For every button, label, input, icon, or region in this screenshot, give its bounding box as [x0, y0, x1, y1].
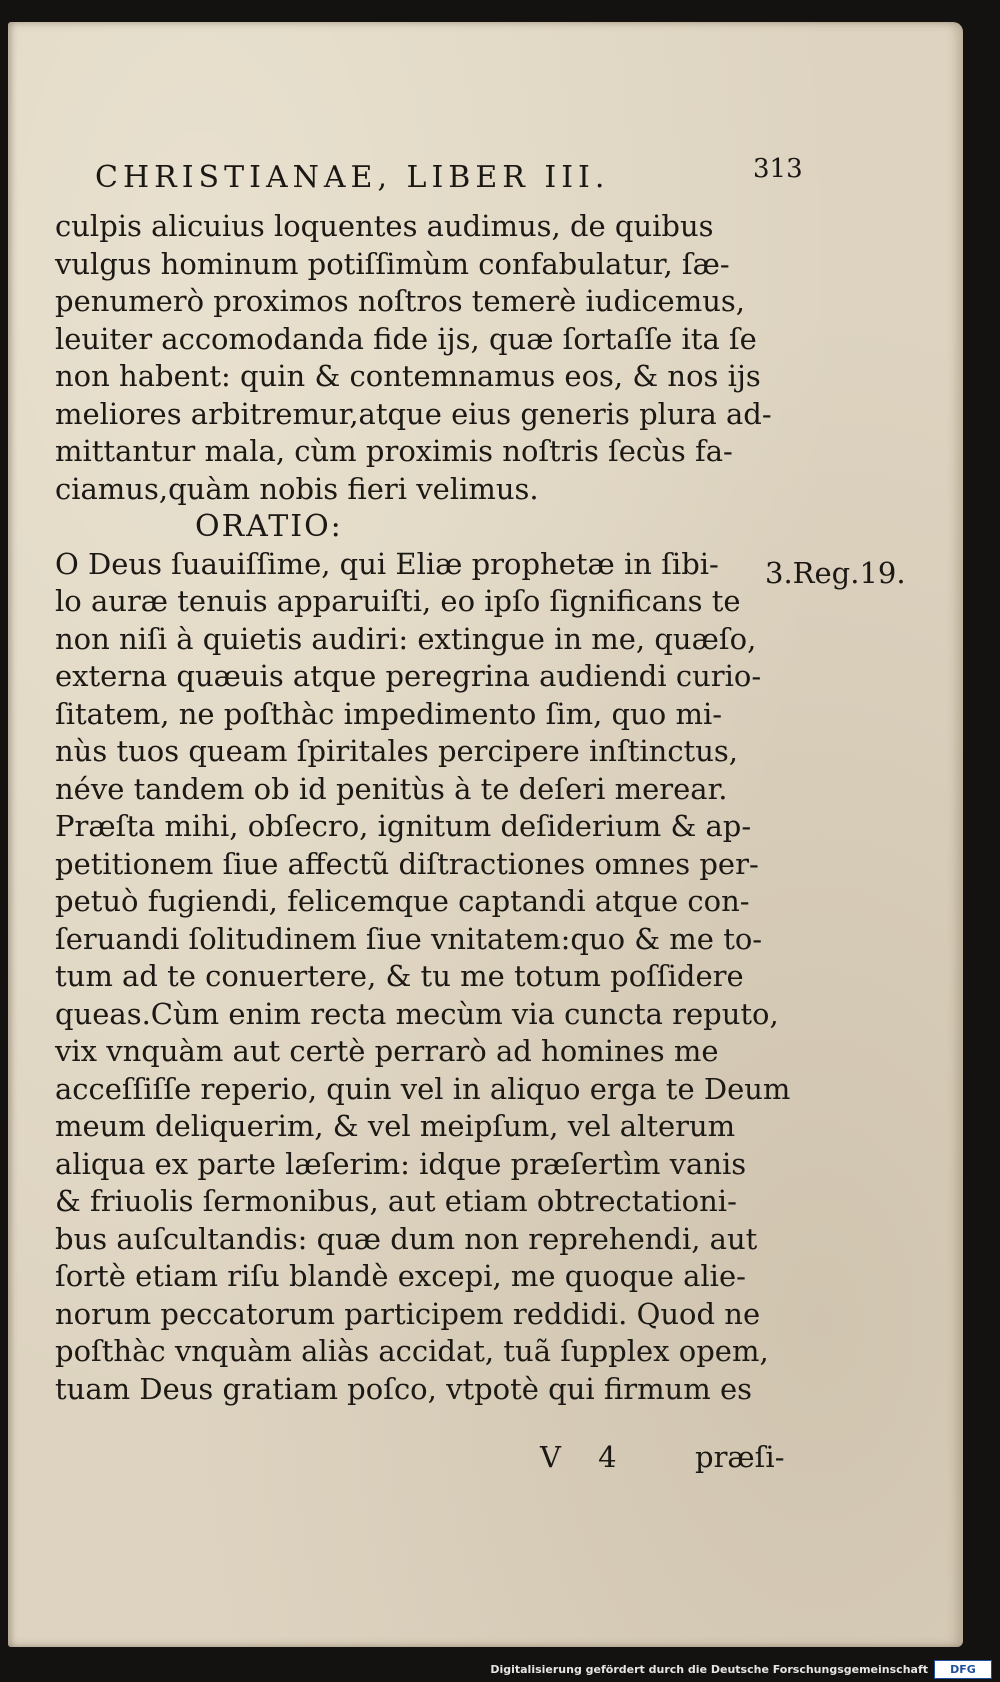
body-text: [55, 208, 791, 1408]
text-line: ſortè etiam riſu blandè excepi, me quoque alie-: [55, 1259, 746, 1293]
text-line: lo auræ tenuis apparuiſti, eo ipſo ſignificans te: [55, 584, 741, 618]
text-line: nùs tuos queam ſpiritales percipere inſtinctus,: [55, 734, 738, 768]
signature-mark: V 4: [540, 1440, 631, 1474]
text-line: norum peccatorum participem reddidi. Quod ne: [55, 1296, 761, 1331]
running-head: [95, 154, 803, 200]
text-line: meum deliquerim, & vel meipſum, vel alterum: [55, 1109, 736, 1143]
text-line: leuiter accomodanda fide ijs, quæ ſortaſſe ita ſe: [55, 321, 757, 356]
text-line: acceſſiſſe reperio, quin vel in aliquo erga te Deum: [55, 1071, 791, 1106]
dfg-logo: DFG: [934, 1660, 992, 1679]
text-line: vix vnquàm aut certè perrarò ad homines me: [55, 1034, 719, 1068]
running-head-title: CHRISTIANAE, LIBER III.: [95, 160, 610, 195]
catch-line: [540, 1440, 840, 1480]
text-line: non habent: quin & contemnamus eos, & nos ijs: [55, 359, 761, 393]
text-line: tum ad te conuertere, & tu me totum poſſidere: [55, 959, 744, 993]
catchword: præſi-: [695, 1440, 785, 1474]
digitization-credit: Digitalisierung gefördert durch die Deutsche Forschungsgemeinschaft: [490, 1663, 928, 1676]
text-line: Præſta mihi, obſecro, ignitum deſiderium & ap-: [55, 809, 752, 843]
text-line: mittantur mala, cùm proximis noſtris ſecùs fa-: [55, 434, 733, 468]
text-line: O Deus ſuauiſſime, qui Eliæ prophetæ in ſibi-: [55, 546, 719, 581]
section-heading: ORATIO:: [195, 509, 343, 544]
marginal-reference: 3.Reg.19.: [765, 556, 906, 590]
page-number: 313: [753, 154, 803, 184]
text-line: externa quæuis atque peregrina audiendi curio-: [55, 659, 762, 693]
text-line: non niſi à quietis audiri: extingue in me, quæſo,: [55, 621, 757, 656]
text-line: vulgus hominum potiſſimùm confabulatur, ſæ-: [55, 246, 730, 281]
text-line: & friuolis ſermonibus, aut etiam obtrectationi-: [55, 1184, 737, 1218]
text-line: bus auſcultandis: quæ dum non reprehendi, aut: [55, 1221, 758, 1256]
text-line: ciamus,quàm nobis fieri velimus.: [55, 471, 539, 506]
text-line: tuam Deus gratiam poſco, vtpotè qui firmum es: [55, 1371, 753, 1406]
text-line: poſthàc vnquàm aliàs accidat, tuã ſupplex opem,: [55, 1334, 769, 1368]
text-line: penumerò proximos noſtros temerè iudicemus,: [55, 284, 745, 318]
text-line: néve tandem ob id penitùs à te deſeri merear.: [55, 771, 728, 806]
text-line: aliqua ex parte læſerim: idque præſertìm vanis: [55, 1146, 747, 1181]
text-line: ſeruandi ſolitudinem ſiue vnitatem:quo & me to-: [55, 921, 763, 956]
text-line: meliores arbitremur,atque eius generis plura ad-: [55, 396, 772, 431]
text-line: petitionem ſiue affectũ diſtractiones omnes per-: [55, 846, 759, 881]
text-line: petuò fugiendi, felicemque captandi atque con-: [55, 884, 750, 918]
text-line: ſitatem, ne poſthàc impedimento ſim, quo mi-: [55, 696, 723, 731]
text-line: culpis alicuius loquentes audimus, de quibus: [55, 209, 714, 243]
text-line: queas.Cùm enim recta mecùm via cuncta reputo,: [55, 996, 779, 1031]
